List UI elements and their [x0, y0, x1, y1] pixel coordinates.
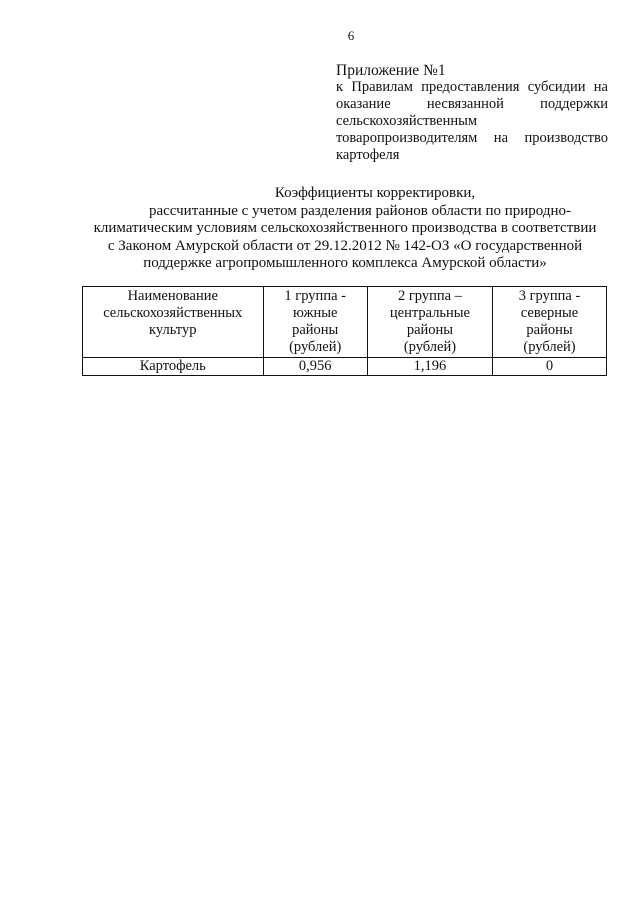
- heading-line: рассчитанные с учетом разделения районов области по природно-: [148, 202, 572, 219]
- header-line: северные: [520, 305, 579, 321]
- heading-title: Коэффициенты корректировки,: [274, 185, 476, 201]
- appendix-line: картофеля: [336, 147, 400, 163]
- appendix-line: сельскохозяйственным: [336, 113, 478, 129]
- document-heading: [80, 185, 610, 273]
- appendix-line: товаропроизводителям на производство: [336, 130, 608, 146]
- header-line: Наименование: [127, 288, 218, 304]
- appendix-title: Приложение №1: [336, 62, 446, 79]
- heading-line: поддержке агропромышленного комплекса Амурской области»: [143, 255, 547, 271]
- header-line: южные: [292, 305, 338, 321]
- header-line: 2 группа –: [397, 288, 462, 304]
- header-line: (рублей): [523, 339, 576, 355]
- table-row: [83, 358, 607, 376]
- header-line: районы: [406, 322, 454, 338]
- header-line: (рублей): [403, 339, 457, 355]
- header-crop-name: [83, 287, 264, 358]
- header-line: 1 группа -: [284, 288, 346, 304]
- header-line: центральные: [389, 305, 470, 321]
- header-group-1: [263, 287, 367, 358]
- coefficients-table: [82, 286, 607, 376]
- appendix-line: оказание несвязанной поддержки: [336, 96, 608, 112]
- cell-group-3: 0: [493, 358, 607, 376]
- heading-line: климатическим условиям сельскохозяйственного производства в соответствии: [93, 220, 597, 236]
- cell-crop: Картофель: [83, 358, 264, 376]
- cell-group-2: 1,196: [367, 358, 492, 376]
- cell-group-1: 0,956: [263, 358, 367, 376]
- header-line: районы: [526, 322, 573, 338]
- header-line: районы: [292, 322, 339, 338]
- appendix-block: [336, 62, 608, 164]
- appendix-line: к Правилам предоставления субсидии на: [336, 79, 608, 95]
- page-number: 6: [347, 28, 355, 43]
- header-group-3: [493, 287, 607, 358]
- header-line: 3 группа -: [518, 288, 581, 304]
- header-line: (рублей): [289, 339, 342, 355]
- table-header-row: [83, 287, 607, 358]
- header-line: культур: [149, 322, 197, 338]
- heading-line: с Законом Амурской области от 29.12.2012 № 142-ОЗ «О государственной: [107, 237, 583, 254]
- header-group-2: [367, 287, 492, 358]
- header-line: сельскохозяйственных: [103, 305, 243, 321]
